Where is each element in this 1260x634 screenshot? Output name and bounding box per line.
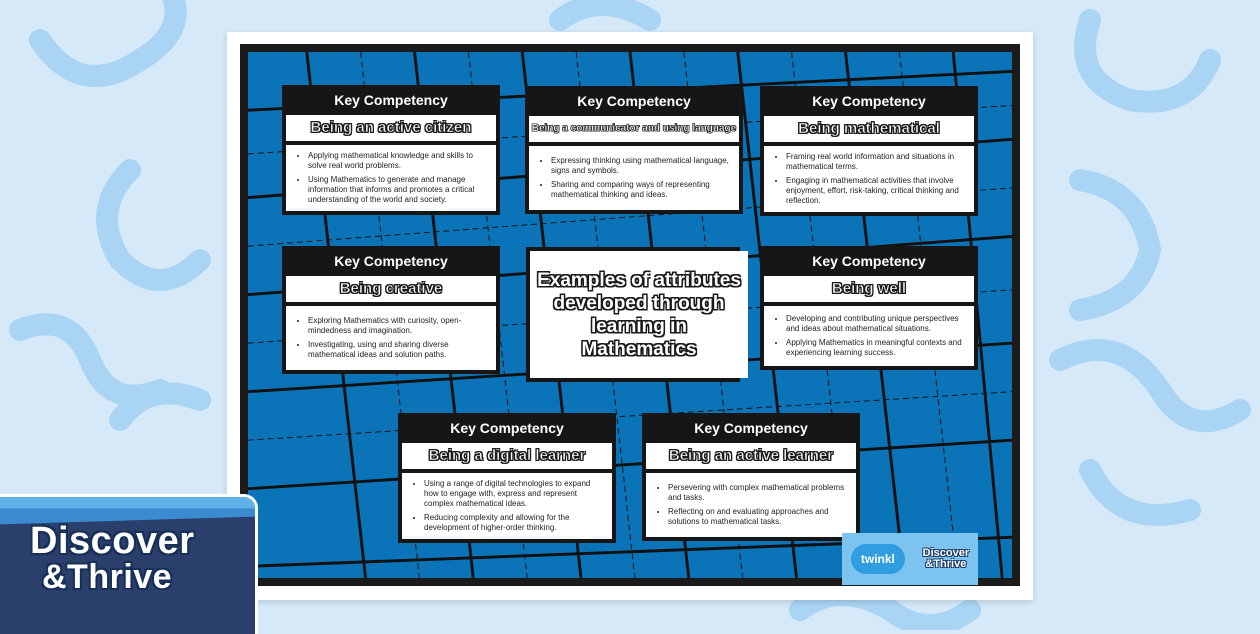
card-communicator — [525, 86, 743, 214]
badge-line2: &Thrive — [42, 558, 173, 596]
card-header: Key Competency — [812, 253, 926, 269]
card-mathematical — [760, 86, 978, 216]
card-bullet: • Investigating, using and sharing diverse mathematical ideas and solution paths. — [308, 340, 488, 360]
card-bullet: • Using Mathematics to generate and manage information that informs and promotes a critical understanding of the world and society. — [308, 175, 488, 205]
card-body — [529, 146, 739, 210]
card-subtitle: Being a communicator and using language — [529, 116, 739, 142]
card-bullet: • Expressing thinking using mathematical language, signs and symbols. — [551, 156, 731, 176]
card-bullet: • Sharing and comparing ways of representing mathematical thinking and ideas. — [551, 180, 731, 200]
card-body — [286, 145, 496, 211]
card-bullet: • Applying mathematical knowledge and skills to solve real world problems. — [308, 151, 488, 171]
card-body — [646, 473, 856, 537]
card-active-citizen — [282, 85, 500, 215]
card-bullet: • Exploring Mathematics with curiosity, open-mindedness and imagination. — [308, 316, 488, 336]
card-bullet: • Engaging in mathematical activities that involve enjoyment, effort, risk-taking, critical thinking and reflection. — [786, 176, 966, 206]
card-bullet: • Reflecting on and evaluating approaches and solutions to mathematical tasks. — [668, 507, 848, 527]
card-subtitle: Being a digital learner — [402, 443, 612, 469]
twinkl-logo: twinkl — [851, 544, 905, 574]
card-header: Key Competency — [450, 420, 564, 436]
card-bullet: • Developing and contributing unique perspectives and ideas about mathematical situations. — [786, 314, 966, 334]
card-header: Key Competency — [812, 93, 926, 109]
card-body — [286, 306, 496, 370]
card-header: Key Competency — [577, 93, 691, 109]
mini-logo-line1: Discover — [922, 547, 970, 559]
card-subtitle: Being well — [764, 276, 974, 302]
center-title-box — [526, 247, 740, 382]
card-digital-learner — [398, 413, 616, 543]
card-bullet: • Applying Mathematics in meaningful contexts and experiencing learning success. — [786, 338, 966, 358]
card-body — [402, 473, 612, 539]
card-bullet: • Using a range of digital technologies to expand how to engage with, express and represent complex mathematical ideas. — [424, 479, 604, 509]
card-bullet: • Reducing complexity and allowing for the development of higher-order thinking. — [424, 513, 604, 533]
card-body — [764, 306, 974, 366]
card-active-learner — [642, 413, 860, 541]
badge-line1: Discover — [30, 520, 195, 562]
badge-title — [30, 520, 195, 596]
card-header: Key Competency — [334, 92, 448, 108]
card-subtitle: Being an active citizen — [286, 115, 496, 141]
card-subtitle: Being mathematical — [764, 116, 974, 142]
center-title: Examples of attributes developed through learning in Mathematics — [530, 251, 748, 378]
card-header: Key Competency — [334, 253, 448, 269]
mini-logo-line2: &Thrive — [925, 558, 967, 570]
card-bullet: • Persevering with complex mathematical problems and tasks. — [668, 483, 848, 503]
logo-box — [842, 533, 978, 585]
card-well — [760, 246, 978, 370]
card-header: Key Competency — [694, 420, 808, 436]
discover-thrive-badge — [0, 494, 258, 634]
card-body — [764, 146, 974, 212]
card-subtitle: Being an active learner — [646, 443, 856, 469]
card-creative — [282, 246, 500, 374]
card-subtitle: Being creative — [286, 276, 496, 302]
card-bullet: • Framing real world information and situations in mathematical terms. — [786, 152, 966, 172]
discover-thrive-mini-logo — [923, 548, 969, 570]
